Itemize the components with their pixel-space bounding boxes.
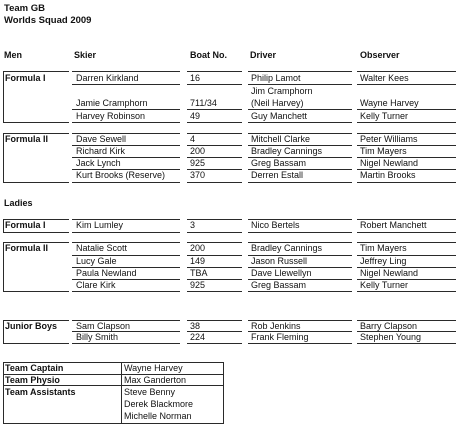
doc-subtitle: Worlds Squad 2009 (4, 15, 92, 26)
header-men: Men (4, 50, 22, 60)
captain-name: Wayne Harvey (124, 363, 183, 373)
captain-label: Team Captain (5, 363, 64, 373)
assistant-name: Steve Benny (124, 387, 176, 397)
physio-label: Team Physio (5, 375, 60, 385)
men-f1-label: Formula I (5, 73, 46, 83)
ladies-f2-label: Formula II (5, 243, 49, 253)
ladies-f1-label: Formula I (5, 220, 46, 230)
assistant-name: Derek Blackmore (124, 399, 194, 409)
header-skier: Skier (74, 50, 97, 60)
assistants-label: Team Assistants (5, 387, 76, 397)
section-ladies: Ladies (4, 198, 33, 208)
physio-name: Max Ganderton (124, 375, 187, 385)
doc-title: Team GB (4, 3, 46, 14)
header-boat: Boat No. (190, 50, 227, 60)
header-driver: Driver (250, 50, 277, 60)
junior-label: Junior Boys (5, 321, 58, 331)
men-f2-label: Formula II (5, 134, 49, 144)
header-observer: Observer (360, 50, 400, 60)
assistant-name: Michelle Norman (124, 411, 192, 421)
